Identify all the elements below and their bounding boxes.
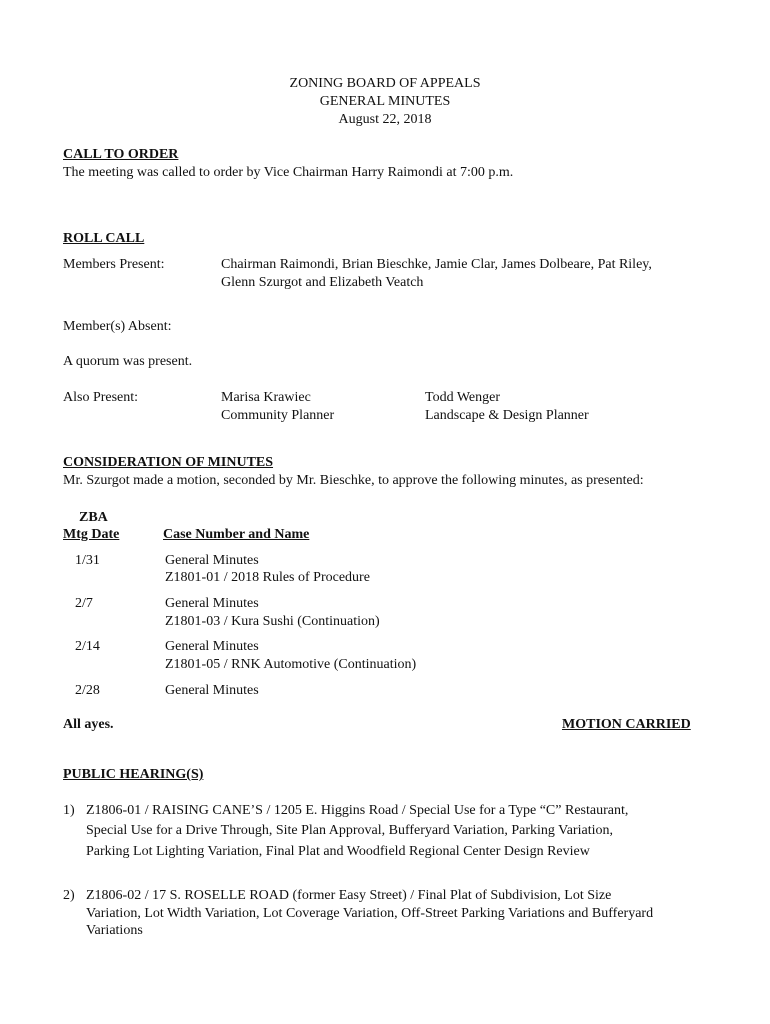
hearing-line: Z1806-01 / RAISING CANE’S / 1205 E. Higgins Road / Special Use for a Type “C” Restaurant, bbox=[86, 803, 629, 818]
minutes-heading: CONSIDERATION OF MINUTES bbox=[63, 455, 274, 470]
hearing-line: Parking Lot Lighting Variation, Final Plat and Woodfield Regional Center Design Review bbox=[86, 844, 590, 859]
members-present-label: Members Present: bbox=[63, 257, 165, 272]
motion-result: MOTION CARRIED bbox=[562, 717, 691, 732]
hearing-line: Special Use for a Drive Through, Site Plan Approval, Bufferyard Variation, Parking Variation, bbox=[86, 823, 613, 838]
staff-title: Landscape & Design Planner bbox=[425, 408, 589, 423]
hearing-line: Variation, Lot Width Variation, Lot Coverage Variation, Off-Street Parking Variations and Bufferyard bbox=[86, 906, 654, 921]
hearing-line: Variations bbox=[86, 923, 143, 938]
table-row-line1: General Minutes bbox=[165, 596, 259, 611]
minutes-motion: Mr. Szurgot made a motion, seconded by Mr. Bieschke, to approve the following minutes, as presented: bbox=[63, 473, 644, 488]
col-header-case: Case Number and Name bbox=[163, 527, 310, 542]
minutes-type: GENERAL MINUTES bbox=[319, 94, 451, 109]
table-row-line1: General Minutes bbox=[165, 639, 259, 654]
also-present-label: Also Present: bbox=[63, 390, 139, 405]
public-hearing-heading: PUBLIC HEARING(S) bbox=[63, 767, 204, 782]
board-title: ZONING BOARD OF APPEALS bbox=[289, 76, 481, 91]
col-header-zba: ZBA bbox=[79, 510, 108, 525]
table-row-date: 1/31 bbox=[75, 553, 100, 568]
hearing-line: Z1806-02 / 17 S. ROSELLE ROAD (former Easy Street) / Final Plat of Subdivision, Lot Size bbox=[86, 888, 612, 903]
table-row-date: 2/14 bbox=[75, 639, 100, 654]
table-row-line1: General Minutes bbox=[165, 683, 259, 698]
col-header-mtg-date: Mtg Date bbox=[63, 527, 120, 542]
table-row-line2: Z1801-01 / 2018 Rules of Procedure bbox=[165, 570, 370, 585]
table-row-line1: General Minutes bbox=[165, 553, 259, 568]
members-absent-label: Member(s) Absent: bbox=[63, 319, 172, 334]
members-present-line1: Chairman Raimondi, Brian Bieschke, Jamie Clar, James Dolbeare, Pat Riley, bbox=[221, 257, 652, 272]
call-to-order-text: The meeting was called to order by Vice Chairman Harry Raimondi at 7:00 p.m. bbox=[63, 165, 514, 180]
hearing-number: 1) bbox=[63, 803, 75, 818]
quorum-text: A quorum was present. bbox=[63, 354, 193, 369]
table-row-line2: Z1801-05 / RNK Automotive (Continuation) bbox=[165, 657, 417, 672]
staff-name: Marisa Krawiec bbox=[221, 390, 311, 405]
hearing-number: 2) bbox=[63, 888, 75, 903]
meeting-date: August 22, 2018 bbox=[338, 112, 432, 127]
vote-ayes: All ayes. bbox=[63, 717, 114, 732]
staff-name: Todd Wenger bbox=[425, 390, 501, 405]
table-row-date: 2/7 bbox=[75, 596, 93, 611]
roll-call-heading: ROLL CALL bbox=[63, 231, 145, 246]
table-row-date: 2/28 bbox=[75, 683, 100, 698]
members-present-line2: Glenn Szurgot and Elizabeth Veatch bbox=[221, 275, 424, 290]
table-row-line2: Z1801-03 / Kura Sushi (Continuation) bbox=[165, 614, 380, 629]
call-to-order-heading: CALL TO ORDER bbox=[63, 147, 179, 162]
staff-title: Community Planner bbox=[221, 408, 335, 423]
